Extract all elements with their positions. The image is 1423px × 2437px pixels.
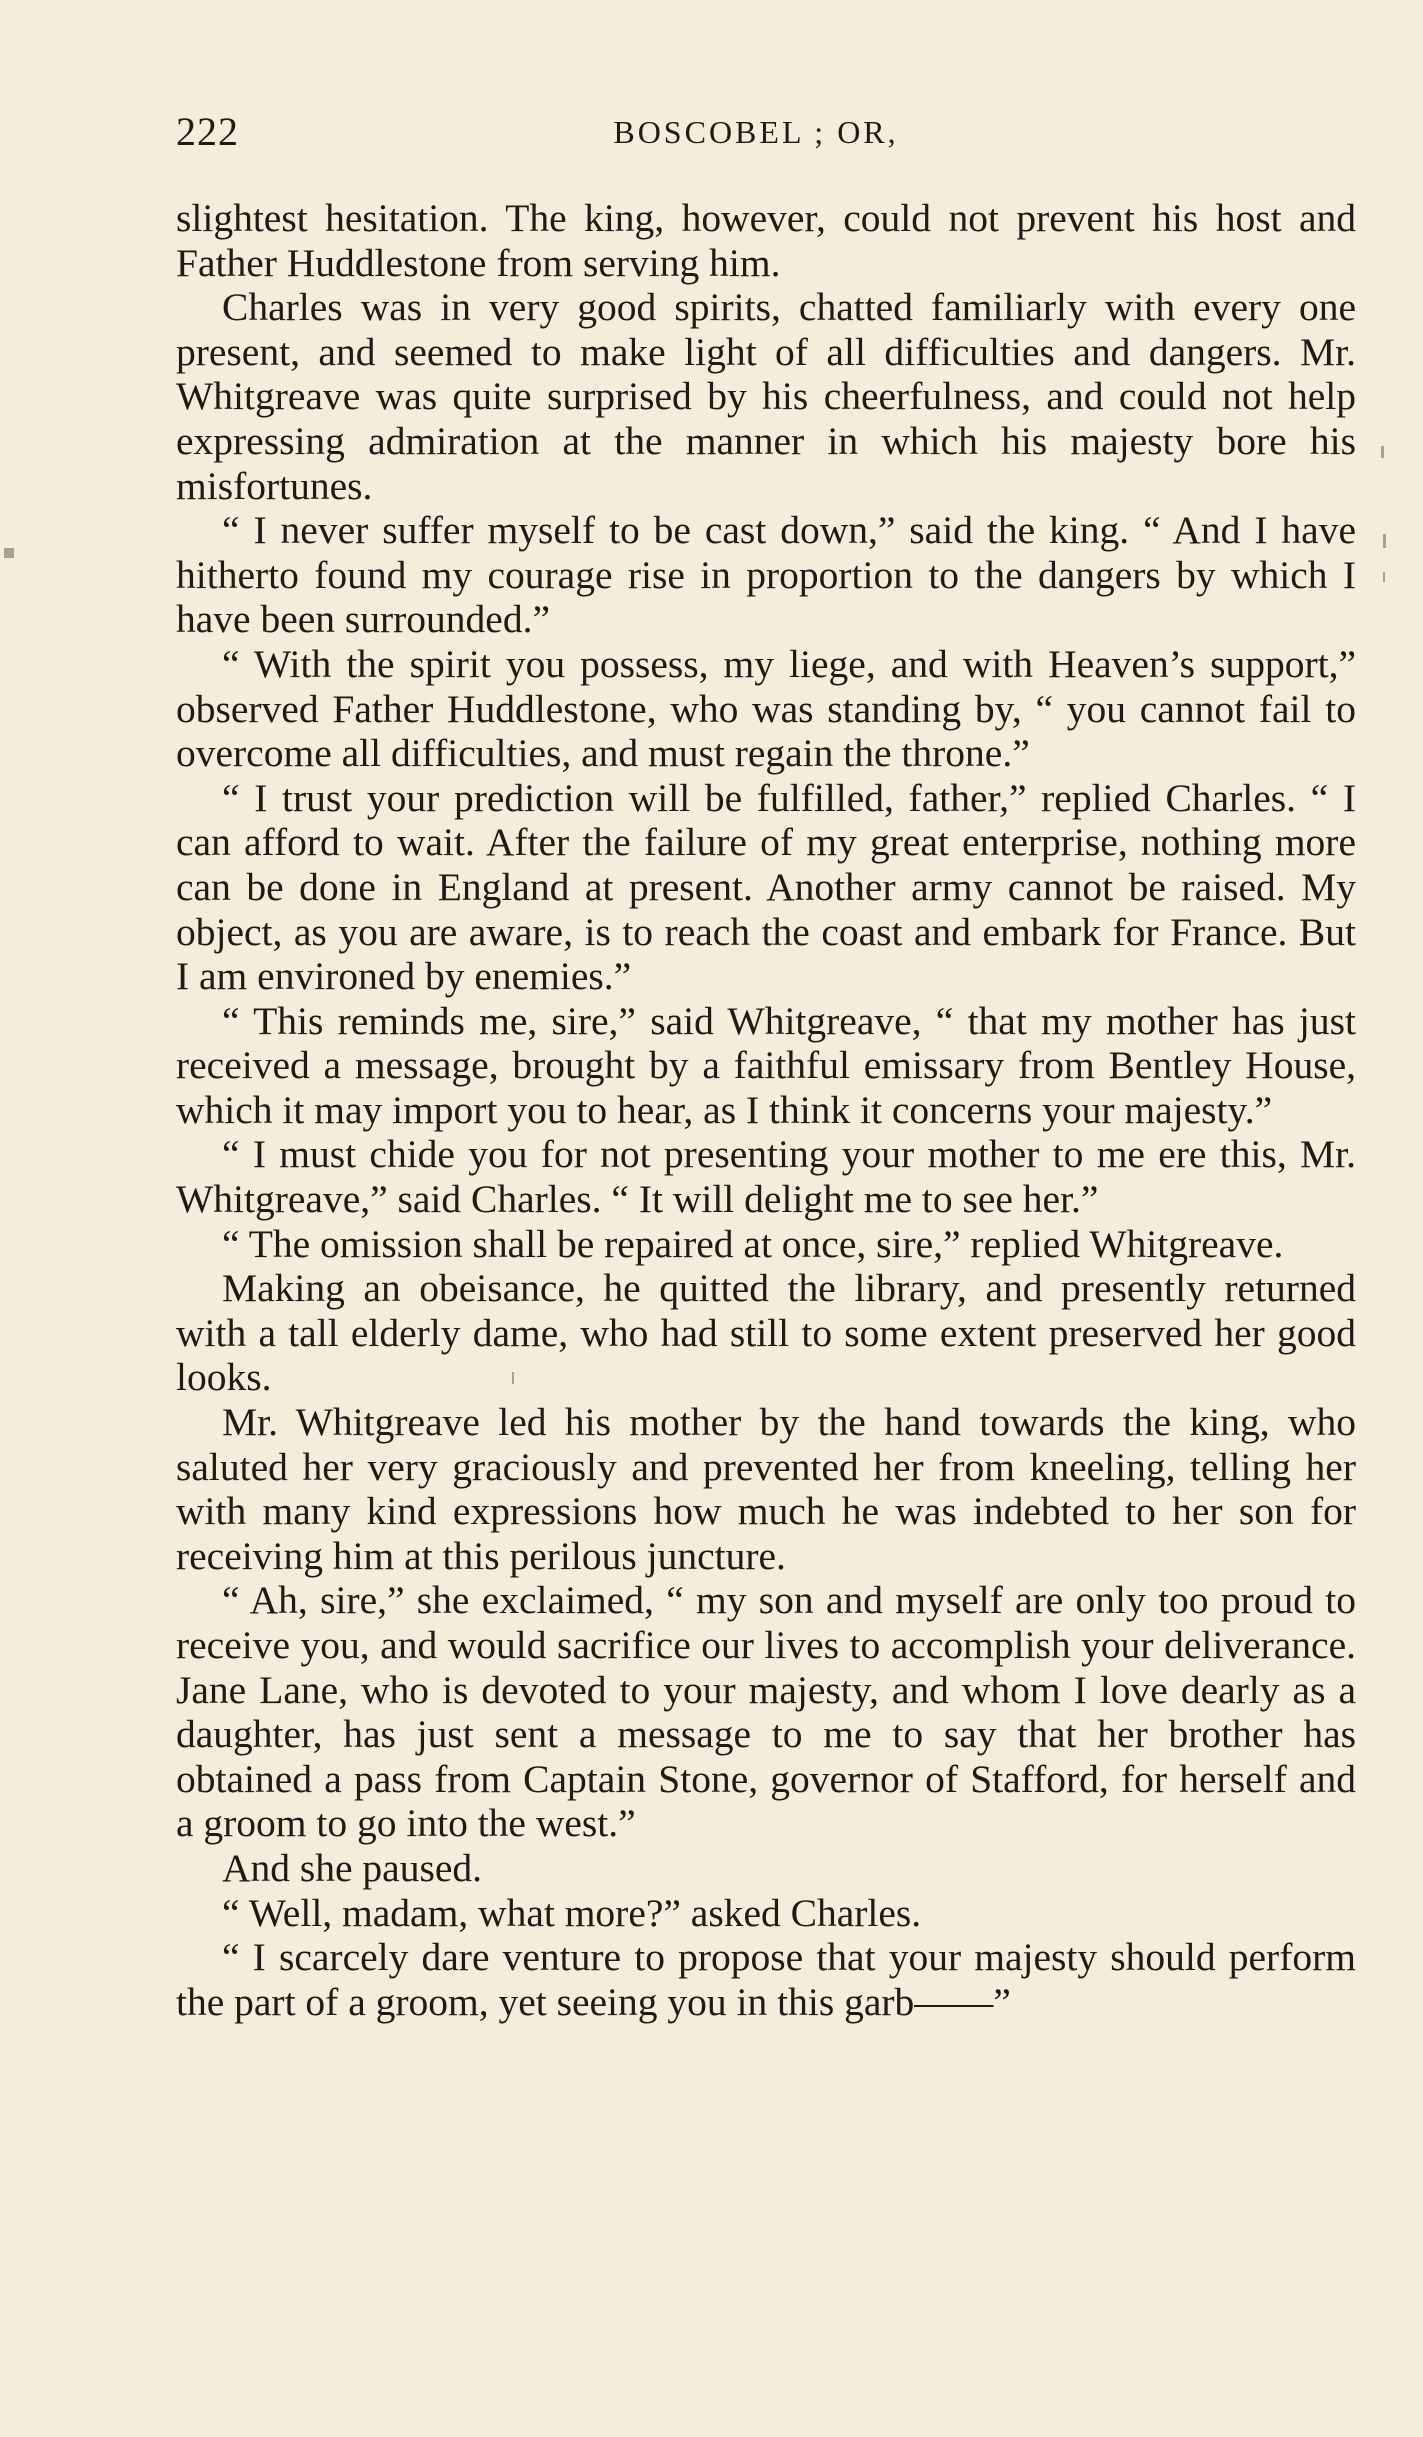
- paragraph: “ This reminds me, sire,” said Whitgreave, “ that my mother has just received a message, brought by a faithful emissary from Bentley House, which it may import you to hear, as I think it concerns your majesty.”: [176, 998, 1356, 1132]
- paragraph: “ I must chide you for not presenting your mother to me ere this, Mr. Whitgreave,” said Charles. “ It will delight me to see her.”: [176, 1132, 1356, 1222]
- margin-speck: [4, 548, 14, 558]
- paragraph: Making an obeisance, he quitted the library, and presently returned with a tall elderly dame, who had still to some extent preserved her good looks.: [176, 1266, 1356, 1400]
- running-title: BOSCOBEL ; OR,: [613, 114, 899, 150]
- paragraph: “ Ah, sire,” she exclaimed, “ my son and myself are only too proud to receive you, and would sacrifice our lives to accomplish your deliverance. Jane Lane, who is devoted to your majesty, and whom I love dearly as a daughter, has just sent a message to me to say that her brother has obtained a pass from Captain Stone, governor of Stafford, for herself and a groom to go into the west.”: [176, 1578, 1356, 1846]
- margin-speck: [1381, 446, 1384, 458]
- paragraph: Charles was in very good spirits, chatted familiarly with every one present, and seemed to make light of all difficulties and dangers. Mr. Whitgreave was quite surprised by his cheerfulness, and could not help expressing admiration at the manner in which his majesty bore his misfortunes.: [176, 285, 1356, 508]
- page-header: [176, 108, 1336, 168]
- paragraph: “ Well, madam, what more?” asked Charles.: [222, 1890, 922, 1935]
- paragraph: “ I never suffer myself to be cast down,” said the king. “ And I have hitherto found my courage rise in proportion to the dangers by which I have been surrounded.”: [176, 508, 1356, 642]
- body-text: [176, 196, 1356, 2024]
- paragraph: Mr. Whitgreave led his mother by the hand towards the king, who saluted her very graciously and prevented her from kneeling, telling her with many kind expressions how much he was indebted to her son for receiving him at this perilous juncture.: [176, 1400, 1356, 1578]
- paragraph: “ I trust your prediction will be fulfilled, father,” replied Charles. “ I can afford to wait. After the failure of my great enterprise, nothing more can be done in England at present. Another army cannot be raised. My object, as you are aware, is to reach the coast and embark for France. But I am environed by enemies.”: [176, 775, 1356, 999]
- page-number: 222: [176, 109, 239, 154]
- paragraph: slightest hesitation. The king, however, could not prevent his host and Father Huddlestone from serving him.: [176, 196, 1356, 285]
- paragraph: And she paused.: [222, 1845, 482, 1890]
- paragraph: “ With the spirit you possess, my liege, and with Heaven’s support,” observed Father Huddlestone, who was standing by, “ you cannot fail to overcome all difficulties, and must regain the throne.”: [176, 641, 1356, 776]
- margin-speck: [512, 1372, 514, 1384]
- margin-speck: [1383, 572, 1385, 582]
- paragraph: “ The omission shall be repaired at once, sire,” replied Whitgreave.: [222, 1221, 1284, 1266]
- paragraph: “ I scarcely dare venture to propose that your majesty should perform the part of a groom, yet seeing you in this garb——”: [176, 1935, 1356, 2024]
- margin-speck: [1383, 534, 1386, 548]
